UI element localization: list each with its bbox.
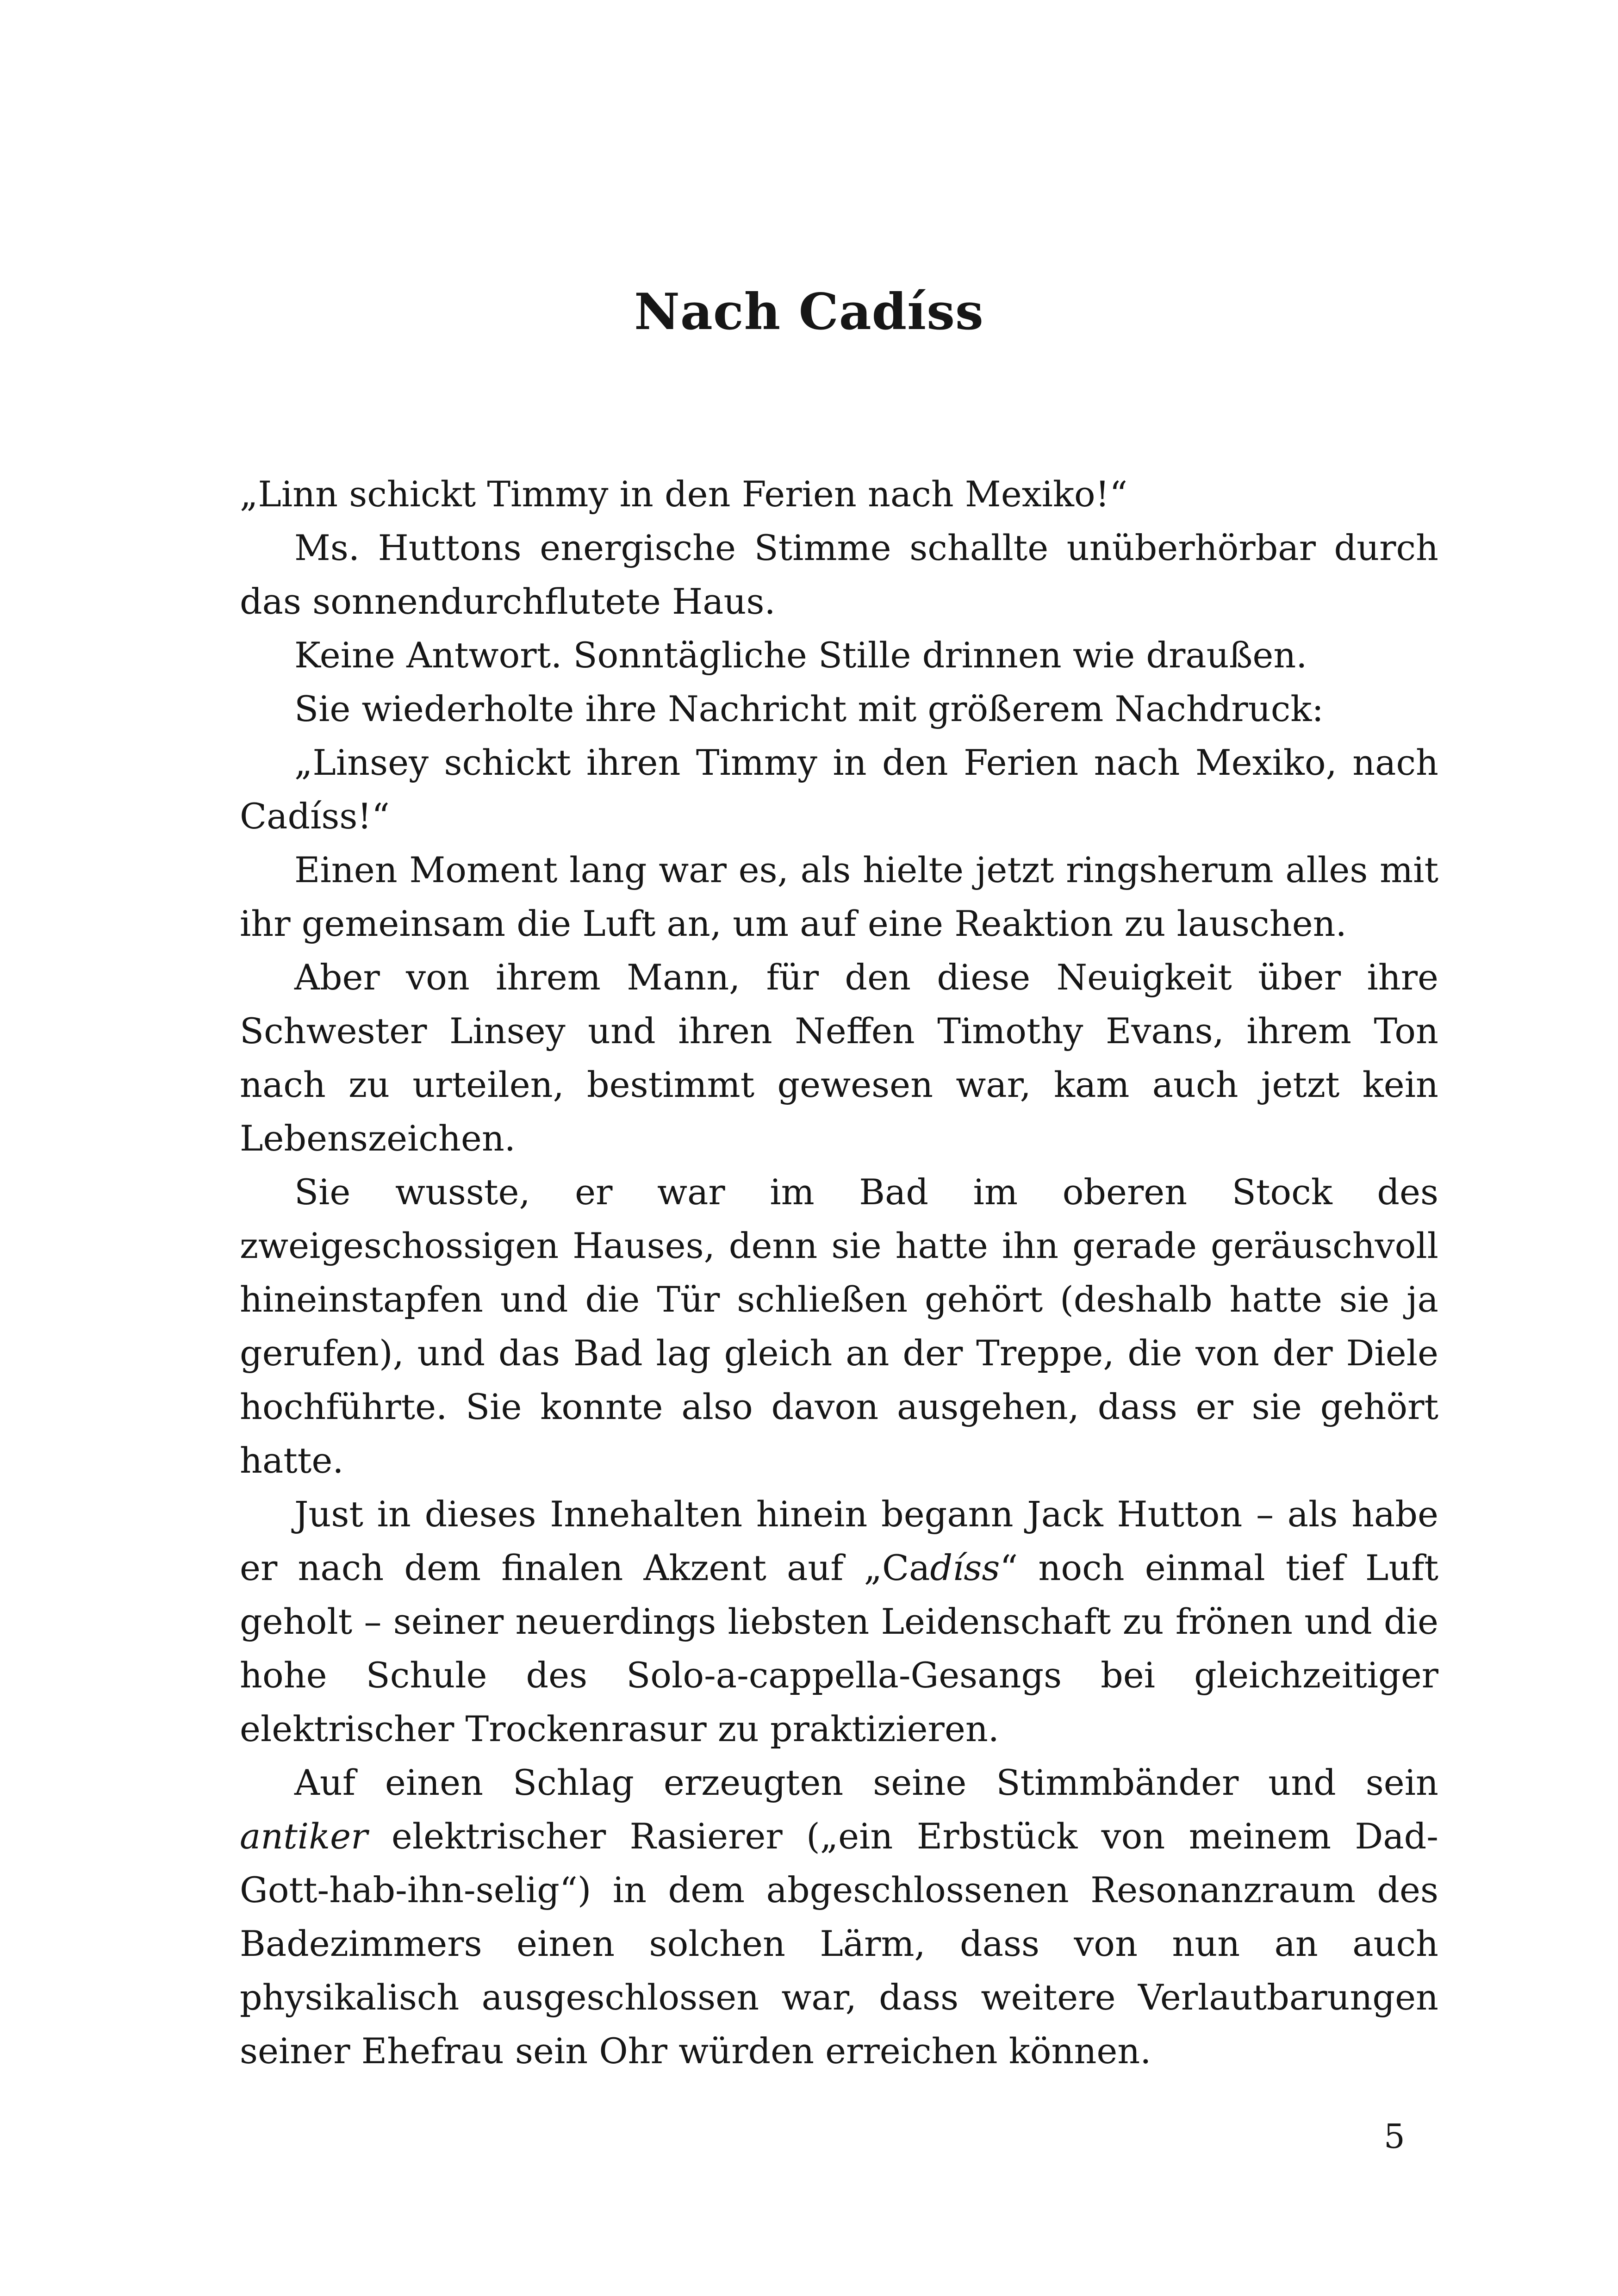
paragraph-9 bbox=[240, 1487, 1438, 1756]
paragraph-9-text-after: “ noch einmal tief Luft geholt – seiner neuerdings liebsten Leidenschaft zu frönen und die hohe Schule des Solo-a-cappella-Gesangs bei gleichzeitiger elektrischer Trockenrasur zu praktizieren. bbox=[240, 1547, 1439, 1749]
paragraph-5: „Linsey schickt ihren Timmy in den Ferien nach Mexiko, nach Cadíss!“ bbox=[240, 742, 1438, 837]
paragraph-7: Aber von ihrem Mann, für den diese Neuigkeit über ihre Schwester Linsey und ihren Neffen Timothy Evans, ihrem Ton nach zu urteilen, bestimmt gewesen war, kam auch jetzt kein Lebenszeichen. bbox=[240, 957, 1438, 1159]
paragraph-9-italic-text: díss bbox=[930, 1547, 1000, 1588]
paragraph-10-italic-text: antiker bbox=[240, 1816, 368, 1857]
page-number: 5 bbox=[1384, 2117, 1405, 2156]
chapter-body bbox=[240, 467, 1438, 2078]
paragraph-2: Ms. Huttons energische Stimme schallte unüberhörbar durch das sonnendurchflutete Haus. bbox=[240, 527, 1438, 622]
chapter-title: Nach Cadíss bbox=[634, 283, 984, 341]
paragraph-1: „Linn schickt Timmy in den Ferien nach Mexiko!“ bbox=[240, 473, 1128, 515]
paragraph-4: Sie wiederholte ihre Nachricht mit größerem Nachdruck: bbox=[294, 688, 1324, 729]
paragraph-10-text-before: Auf einen Schlag erzeugten seine Stimmbänder und sein bbox=[294, 1762, 1438, 1803]
paragraph-10-text-after: elektrischer Rasierer („ein Erbstück von meinem Dad-Gott-hab-ihn-selig“) in dem abgeschlossenen Resonanzraum des Badezimmers einen solchen Lärm, dass von nun an auch physikalisch ausgeschlossen war, dass weitere Verlautbarungen seiner Ehefrau sein Ohr würden erreichen können. bbox=[240, 1816, 1438, 2072]
paragraph-10 bbox=[240, 1756, 1438, 2078]
paragraph-6: Einen Moment lang war es, als hielte jetzt ringsherum alles mit ihr gemeinsam die Luft an, um auf eine Reaktion zu lauschen. bbox=[240, 849, 1438, 944]
paragraph-8: Sie wusste, er war im Bad im oberen Stock des zweigeschossigen Hauses, denn sie hatte ihn gerade geräuschvoll hineinstapfen und die Tür schließen gehört (deshalb hatte sie ja gerufen), und das Bad lag gleich an der Treppe, die von der Diele hochführte. Sie konnte also davon ausgehen, dass er sie gehört hatte. bbox=[240, 1171, 1438, 1481]
paragraph-3: Keine Antwort. Sonntägliche Stille drinnen wie draußen. bbox=[294, 635, 1307, 676]
paragraph-9-text-before: Just in dieses Innehalten hinein begann Jack Hutton – als habe er nach dem finalen Akzent auf „Ca bbox=[240, 1493, 1438, 1588]
